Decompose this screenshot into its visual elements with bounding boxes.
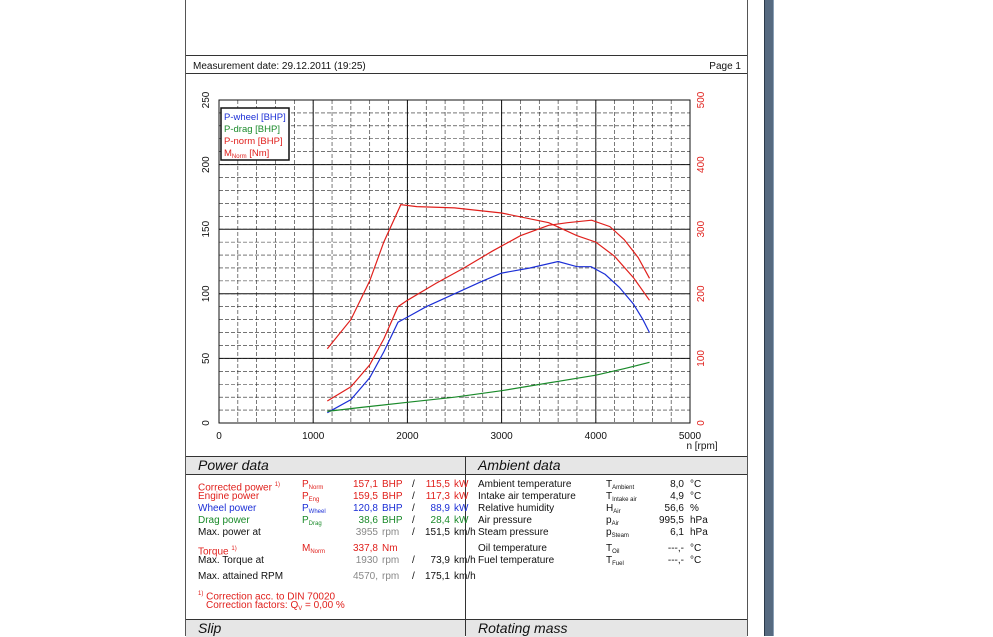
power-row-label: Max. power at — [198, 527, 261, 538]
legend-entry: $M_{Norm}$ [Nm] — [224, 148, 270, 160]
power-row-symbol: $P_{Drag}$ — [302, 515, 322, 527]
ambient-row-unit: hPa — [690, 527, 708, 538]
power-row-label: Wheel power — [198, 503, 257, 514]
ambient-row-label: Relative humidity — [478, 503, 555, 514]
power-row-value-2: 28,4 — [430, 515, 450, 526]
ambient-row-symbol: $p_{Air}$ — [606, 515, 619, 527]
footnote-mark: 1) — [198, 591, 204, 597]
power-row-separator: / — [412, 503, 415, 514]
y-left-tick-label: 0 — [201, 420, 212, 426]
ambient-row-unit: hPa — [690, 515, 708, 526]
legend-entry: P-norm [BHP] — [224, 136, 283, 147]
footnote-correction-text: Correction acc. to DIN 70020 — [203, 591, 336, 603]
ambient-row-unit: °C — [690, 479, 702, 490]
ambient-row-symbol: $T_{Oil}$ — [606, 543, 620, 555]
series-line-1 — [327, 362, 649, 411]
power-row-value-2: 73,9 — [430, 555, 450, 566]
ambient-row-unit: °C — [690, 491, 702, 502]
ambient-row-symbol: $T_{Fuel}$ — [606, 555, 624, 567]
x-tick-label: 0 — [216, 431, 222, 442]
footnote-factors-value: = 0,00 % — [302, 600, 345, 611]
page-number: Page 1 — [709, 61, 741, 72]
power-row-unit-1: BHP — [382, 503, 403, 514]
power-row-unit-1: rpm — [382, 527, 400, 538]
power-row-unit-1: BHP — [382, 491, 403, 502]
measurement-date: Measurement date: 29.12.2011 (19:25) — [193, 61, 366, 72]
power-row-separator: / — [412, 515, 415, 526]
power-row-value-1: 1930 — [355, 555, 378, 566]
x-tick-label: 4000 — [584, 431, 607, 442]
power-row-value-1: 3955 — [355, 527, 378, 538]
ambient-row-unit: °C — [690, 543, 702, 554]
y-left-tick-label: 200 — [201, 156, 212, 173]
power-row-unit-2: km/h — [454, 571, 476, 582]
x-tick-label: 1000 — [302, 431, 325, 442]
power-row-unit-2: km/h — [454, 527, 476, 538]
y-right-tick-label: 0 — [696, 420, 707, 426]
series-line-0 — [327, 262, 649, 413]
y-right-tick-label: 200 — [696, 285, 707, 303]
power-row-unit-1: rpm — [382, 571, 400, 582]
series-line-3 — [327, 205, 649, 349]
power-row-unit-2: kW — [454, 479, 469, 490]
vertical-scrollbar[interactable] — [764, 0, 774, 636]
power-row-unit-1: BHP — [382, 479, 403, 490]
footnote-factors — [206, 600, 345, 615]
ambient-row-value: ---,- — [667, 555, 684, 566]
power-row-symbol: $P_{Eng}$ — [302, 491, 320, 503]
y-right-tick-label: 500 — [696, 91, 707, 109]
header-bottom-rule — [186, 73, 747, 74]
power-row-label: Max. attained RPM — [198, 571, 284, 582]
chart-series — [327, 205, 649, 413]
ambient-row-label: Air pressure — [478, 515, 532, 526]
power-row-value-1: 38,6 — [358, 515, 378, 526]
power-row-value-2: 115,5 — [425, 479, 450, 490]
slip-heading: Slip — [186, 620, 465, 637]
y-left-tick-label: 50 — [201, 352, 212, 364]
rotating-mass-heading: Rotating mass — [466, 620, 747, 637]
ambient-row-label: Intake air temperature — [478, 491, 576, 502]
power-row-symbol: $P_{Wheel}$ — [302, 503, 326, 515]
power-row-unit-1: BHP — [382, 515, 403, 526]
x-axis-label: n [rpm] — [686, 441, 718, 452]
ambient-row-symbol: $p_{Steam}$ — [606, 527, 629, 539]
chart-legend — [221, 108, 289, 160]
power-row-unit-2: kW — [454, 503, 469, 514]
power-row-label: Drag power — [198, 515, 250, 526]
power-row-separator: / — [412, 491, 415, 502]
ambient-row-label: Ambient temperature — [478, 479, 572, 490]
power-row-unit-1: rpm — [382, 555, 400, 566]
power-row-separator: / — [412, 555, 415, 566]
ambient-row-symbol: $T_{Ambient}$ — [606, 479, 635, 491]
x-tick-label: 2000 — [396, 431, 419, 442]
power-curve-chart — [186, 76, 747, 456]
power-row-value-1: 120,8 — [352, 503, 378, 514]
footnote-factors-label: Correction factors: Q — [206, 600, 299, 611]
legend-entry: P-wheel [BHP] — [224, 112, 286, 123]
y-left-tick-label: 250 — [201, 91, 212, 109]
y-left-tick-label: 100 — [201, 285, 212, 303]
ambient-row-label: Steam pressure — [478, 527, 549, 538]
power-row-value-1: 157,1 — [352, 479, 378, 490]
ambient-row-symbol: $T_{Intake air}$ — [606, 491, 637, 503]
power-row-label: Max. Torque at — [198, 555, 264, 566]
ambient-row-value: 6,1 — [670, 527, 684, 538]
y-right-tick-label: 100 — [696, 350, 707, 367]
power-row-symbol: $P_{Norm}$ — [302, 479, 324, 491]
ambient-row-symbol: $H_{Air}$ — [606, 503, 621, 515]
ambient-row-value: 8,0 — [670, 479, 684, 490]
power-row-value-1: 159,5 — [352, 491, 378, 502]
x-tick-label: 3000 — [490, 431, 513, 442]
power-row-value-1: 337,8 — [352, 543, 378, 554]
power-row-label: Torque $^{1)}$ — [198, 546, 237, 558]
y-left-tick-label: 150 — [201, 220, 212, 238]
power-row-value-2: 151,5 — [424, 527, 450, 538]
legend-entry: P-drag [BHP] — [224, 124, 280, 135]
ambient-row-label: Oil temperature — [478, 543, 547, 554]
power-row-separator: / — [412, 479, 415, 490]
power-row-unit-2: kW — [454, 515, 469, 526]
ambient-row-unit: % — [690, 503, 699, 514]
power-row-unit-2: kW — [454, 491, 469, 502]
power-row-label: Engine power — [198, 491, 260, 502]
power-row-value-1: 4570, — [352, 571, 378, 582]
y-right-tick-label: 300 — [696, 220, 707, 238]
y-right-tick-label: 400 — [696, 156, 707, 173]
ambient-row-value: 995,5 — [658, 515, 684, 526]
power-row-symbol: $M_{Norm}$ — [302, 543, 326, 555]
ambient-row-value: 4,9 — [670, 491, 684, 502]
power-row-value-2: 117,3 — [425, 491, 450, 502]
section-head-rule — [186, 474, 747, 475]
power-data-heading: Power data — [186, 457, 465, 474]
x-tick-label: 5000 — [678, 431, 702, 442]
report-page — [185, 0, 748, 636]
ambient-row-label: Fuel temperature — [478, 555, 555, 566]
header-top-rule — [186, 55, 747, 56]
power-row-unit-2: km/h — [454, 555, 476, 566]
ambient-data-heading: Ambient data — [466, 457, 747, 474]
power-row-unit-1: Nm — [382, 543, 398, 554]
power-row-label: Corrected power $^{1)}$ — [198, 482, 281, 494]
ambient-row-value: 56,6 — [664, 503, 684, 514]
footnote-factors-sub: V — [298, 606, 303, 612]
power-row-value-2: 175,1 — [424, 571, 450, 582]
power-row-separator: / — [412, 571, 415, 582]
ambient-row-unit: °C — [690, 555, 702, 566]
ambient-row-value: ---,- — [667, 543, 684, 554]
power-row-separator: / — [412, 527, 415, 538]
power-row-value-2: 88,9 — [430, 503, 450, 514]
